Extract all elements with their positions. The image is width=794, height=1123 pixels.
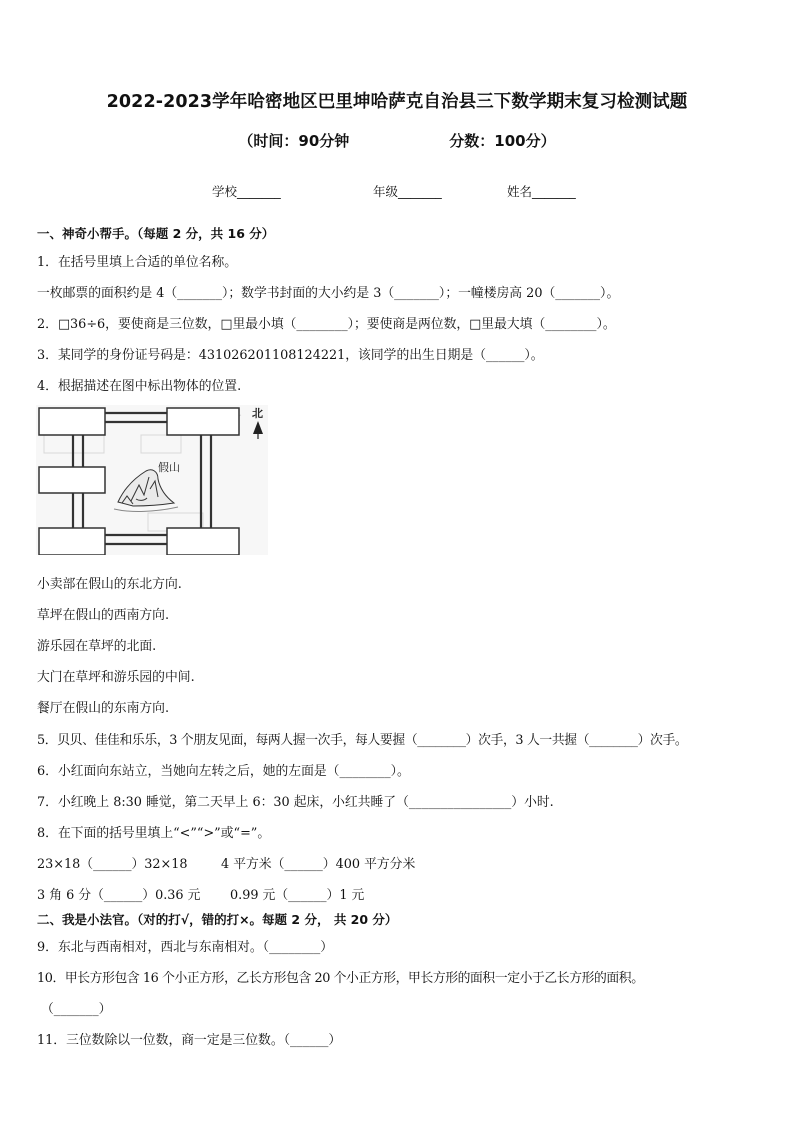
grade-field[interactable]: 年级_______ <box>373 184 442 199</box>
question-11: 11．三位数除以一位数，商一定是三位数。（______） <box>37 1033 342 1048</box>
question-9: 9．东北与西南相对，西北与东南相对。（________） <box>37 940 334 955</box>
question-5: 5．贝贝、佳佳和乐乐，3 个朋友见面，每两人握一次手，每人要握（________）次手，3 人一共握（________）次手。 <box>37 733 688 748</box>
north-label: 北 <box>252 407 263 420</box>
question-6: 6．小红面向东站立，当她向左转之后，她的左面是（________）。 <box>37 764 410 779</box>
question-1: 1．在括号里填上合适的单位名称。 <box>37 255 238 270</box>
question-7: 7．小红晚上 8:30 睡觉，第二天早上 6：30 起床，小红共睡了（________________）小时. <box>37 795 554 810</box>
q4-statement-3: 游乐园在草坪的北面. <box>37 639 157 654</box>
exam-meta <box>0 130 794 151</box>
q4-statement-4: 大门在草坪和游乐园的中间. <box>37 670 195 685</box>
rockery-label: 假山 <box>158 461 180 474</box>
question-2: 2．□36÷6，要使商是三位数，□里最小填（________）；要使商是两位数，□里最大填（________）。 <box>37 317 616 332</box>
question-3: 3．某同学的身份证号码是：431026201108124221，该同学的出生日期是（______）。 <box>37 348 544 363</box>
q4-statement-1: 小卖部在假山的东北方向. <box>37 577 182 592</box>
section1-heading: 一、神奇小帮手。（每题 2 分，共 16 分） <box>37 226 275 241</box>
question-10: 10．甲长方形包含 16 个小正方形，乙长方形包含 20 个小正方形，甲长方形的面积一定小于乙长方形的面积。 <box>37 971 644 986</box>
question-4: 4．根据描述在图中标出物体的位置. <box>37 379 242 394</box>
map-figure <box>36 405 268 555</box>
q4-statement-2: 草坪在假山的西南方向. <box>37 608 170 623</box>
q8-item-3: 3 角 6 分（______）0.36 元 <box>37 888 201 903</box>
question-1-items: 一枚邮票的面积约是 4（_______）；数学书封面的大小约是 3（_______）；一幢楼房高 20（_______）。 <box>37 286 620 301</box>
q8-item-2: 4 平方米（______）400 平方分米 <box>221 857 416 872</box>
q8-item-4: 0.99 元（______）1 元 <box>230 888 365 903</box>
section2-heading: 二、我是小法官。（对的打√，错的打×。每题 2 分， 共 20 分） <box>37 912 398 927</box>
question-10-answer: （_______） <box>41 1002 112 1017</box>
page-title: 2022-2023学年哈密地区巴里坤哈萨克自治县三下数学期末复习检测试题 <box>106 92 688 112</box>
q8-item-1: 23×18（______）32×18 <box>37 857 188 872</box>
school-field[interactable]: 学校_______ <box>212 184 281 199</box>
exam-time: （时间：90分钟 <box>238 132 350 150</box>
name-field[interactable]: 姓名_______ <box>507 184 576 199</box>
exam-score: 分数：100分） <box>449 132 556 150</box>
question-8: 8．在下面的括号里填上“<”“>”或“=”。 <box>37 826 271 841</box>
q4-statement-5: 餐厅在假山的东南方向. <box>37 701 170 716</box>
